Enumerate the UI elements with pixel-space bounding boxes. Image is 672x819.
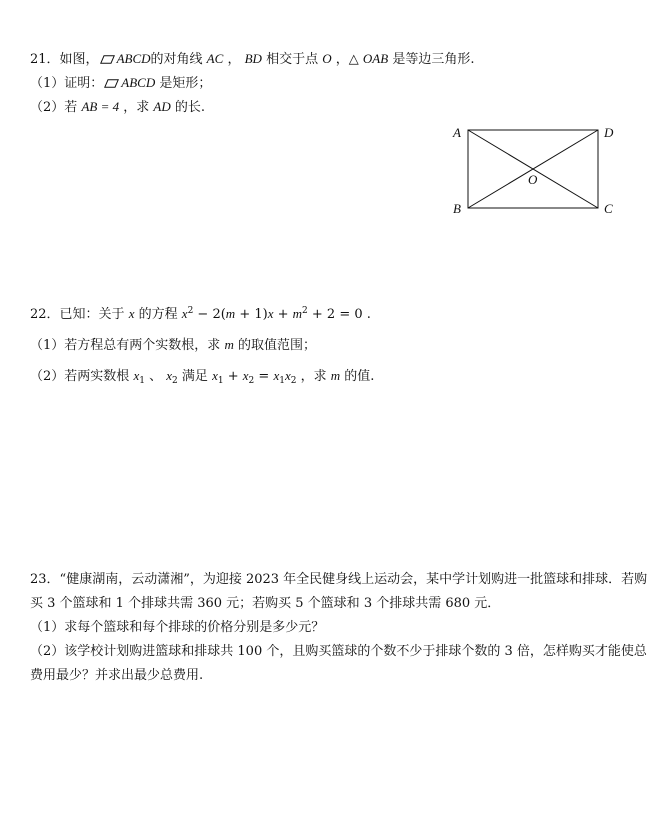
q21-part2: （2）若 AB = 4 ，求 AD 的长. bbox=[30, 99, 206, 115]
equation: $x^2 - 2(m + 1)x + m^2 + 2 = 0$ bbox=[181, 306, 363, 322]
q21-stem: 21．如图， ABCD的对角线 AC ， BD 相交于点 O ，△ OAB 是等边三角形. bbox=[30, 51, 475, 67]
label-c: C bbox=[604, 201, 613, 216]
parallelogram-icon bbox=[104, 79, 119, 88]
rectangle-figure bbox=[448, 120, 628, 220]
q22-part2: （2）若两实数根 $x_1$ 、 $x_2$ 满足 $x_1 + x_2 = x_1x_2$ ，求 m 的值. bbox=[30, 368, 375, 386]
q22-stem: 22．已知：关于 x 的方程 $x^2 - 2(m + 1)x + m^2 + 2 = 0$ . bbox=[30, 306, 371, 322]
q23-line2: 买 3 个篮球和 1 个排球共需 360 元；若购买 5 个篮球和 3 个排球共需 680 元． bbox=[30, 596, 501, 611]
q22-part1: （1）若方程总有两个实数根，求 m 的取值范围； bbox=[30, 337, 316, 353]
q23-part2-line1: （2）该学校计划购进篮球和排球共 100 个，且购买篮球的个数不少于排球个数的 3 倍，怎样购买才能使总 bbox=[30, 644, 647, 659]
q23-line1: 23．“健康湖南，云动潇湘”，为迎接 2023 年全民健身线上运动会，某中学计划购进一批篮球和排球．若购 bbox=[30, 572, 648, 587]
q23-part1: （1）求每个篮球和每个排球的价格分别是多少元？ bbox=[30, 620, 325, 635]
q21-part1: （1）证明： ABCD 是矩形； bbox=[30, 75, 212, 91]
q23-part2-line2: 费用最少？并求出最少总费用. bbox=[30, 668, 204, 683]
label-a: A bbox=[453, 125, 461, 140]
label-d: D bbox=[604, 125, 614, 140]
label-b: B bbox=[453, 201, 461, 216]
parallelogram-icon bbox=[100, 55, 115, 64]
label-o: O bbox=[528, 172, 538, 187]
condition-equation: $x_1 + x_2 = x_1x_2$ bbox=[212, 368, 297, 386]
